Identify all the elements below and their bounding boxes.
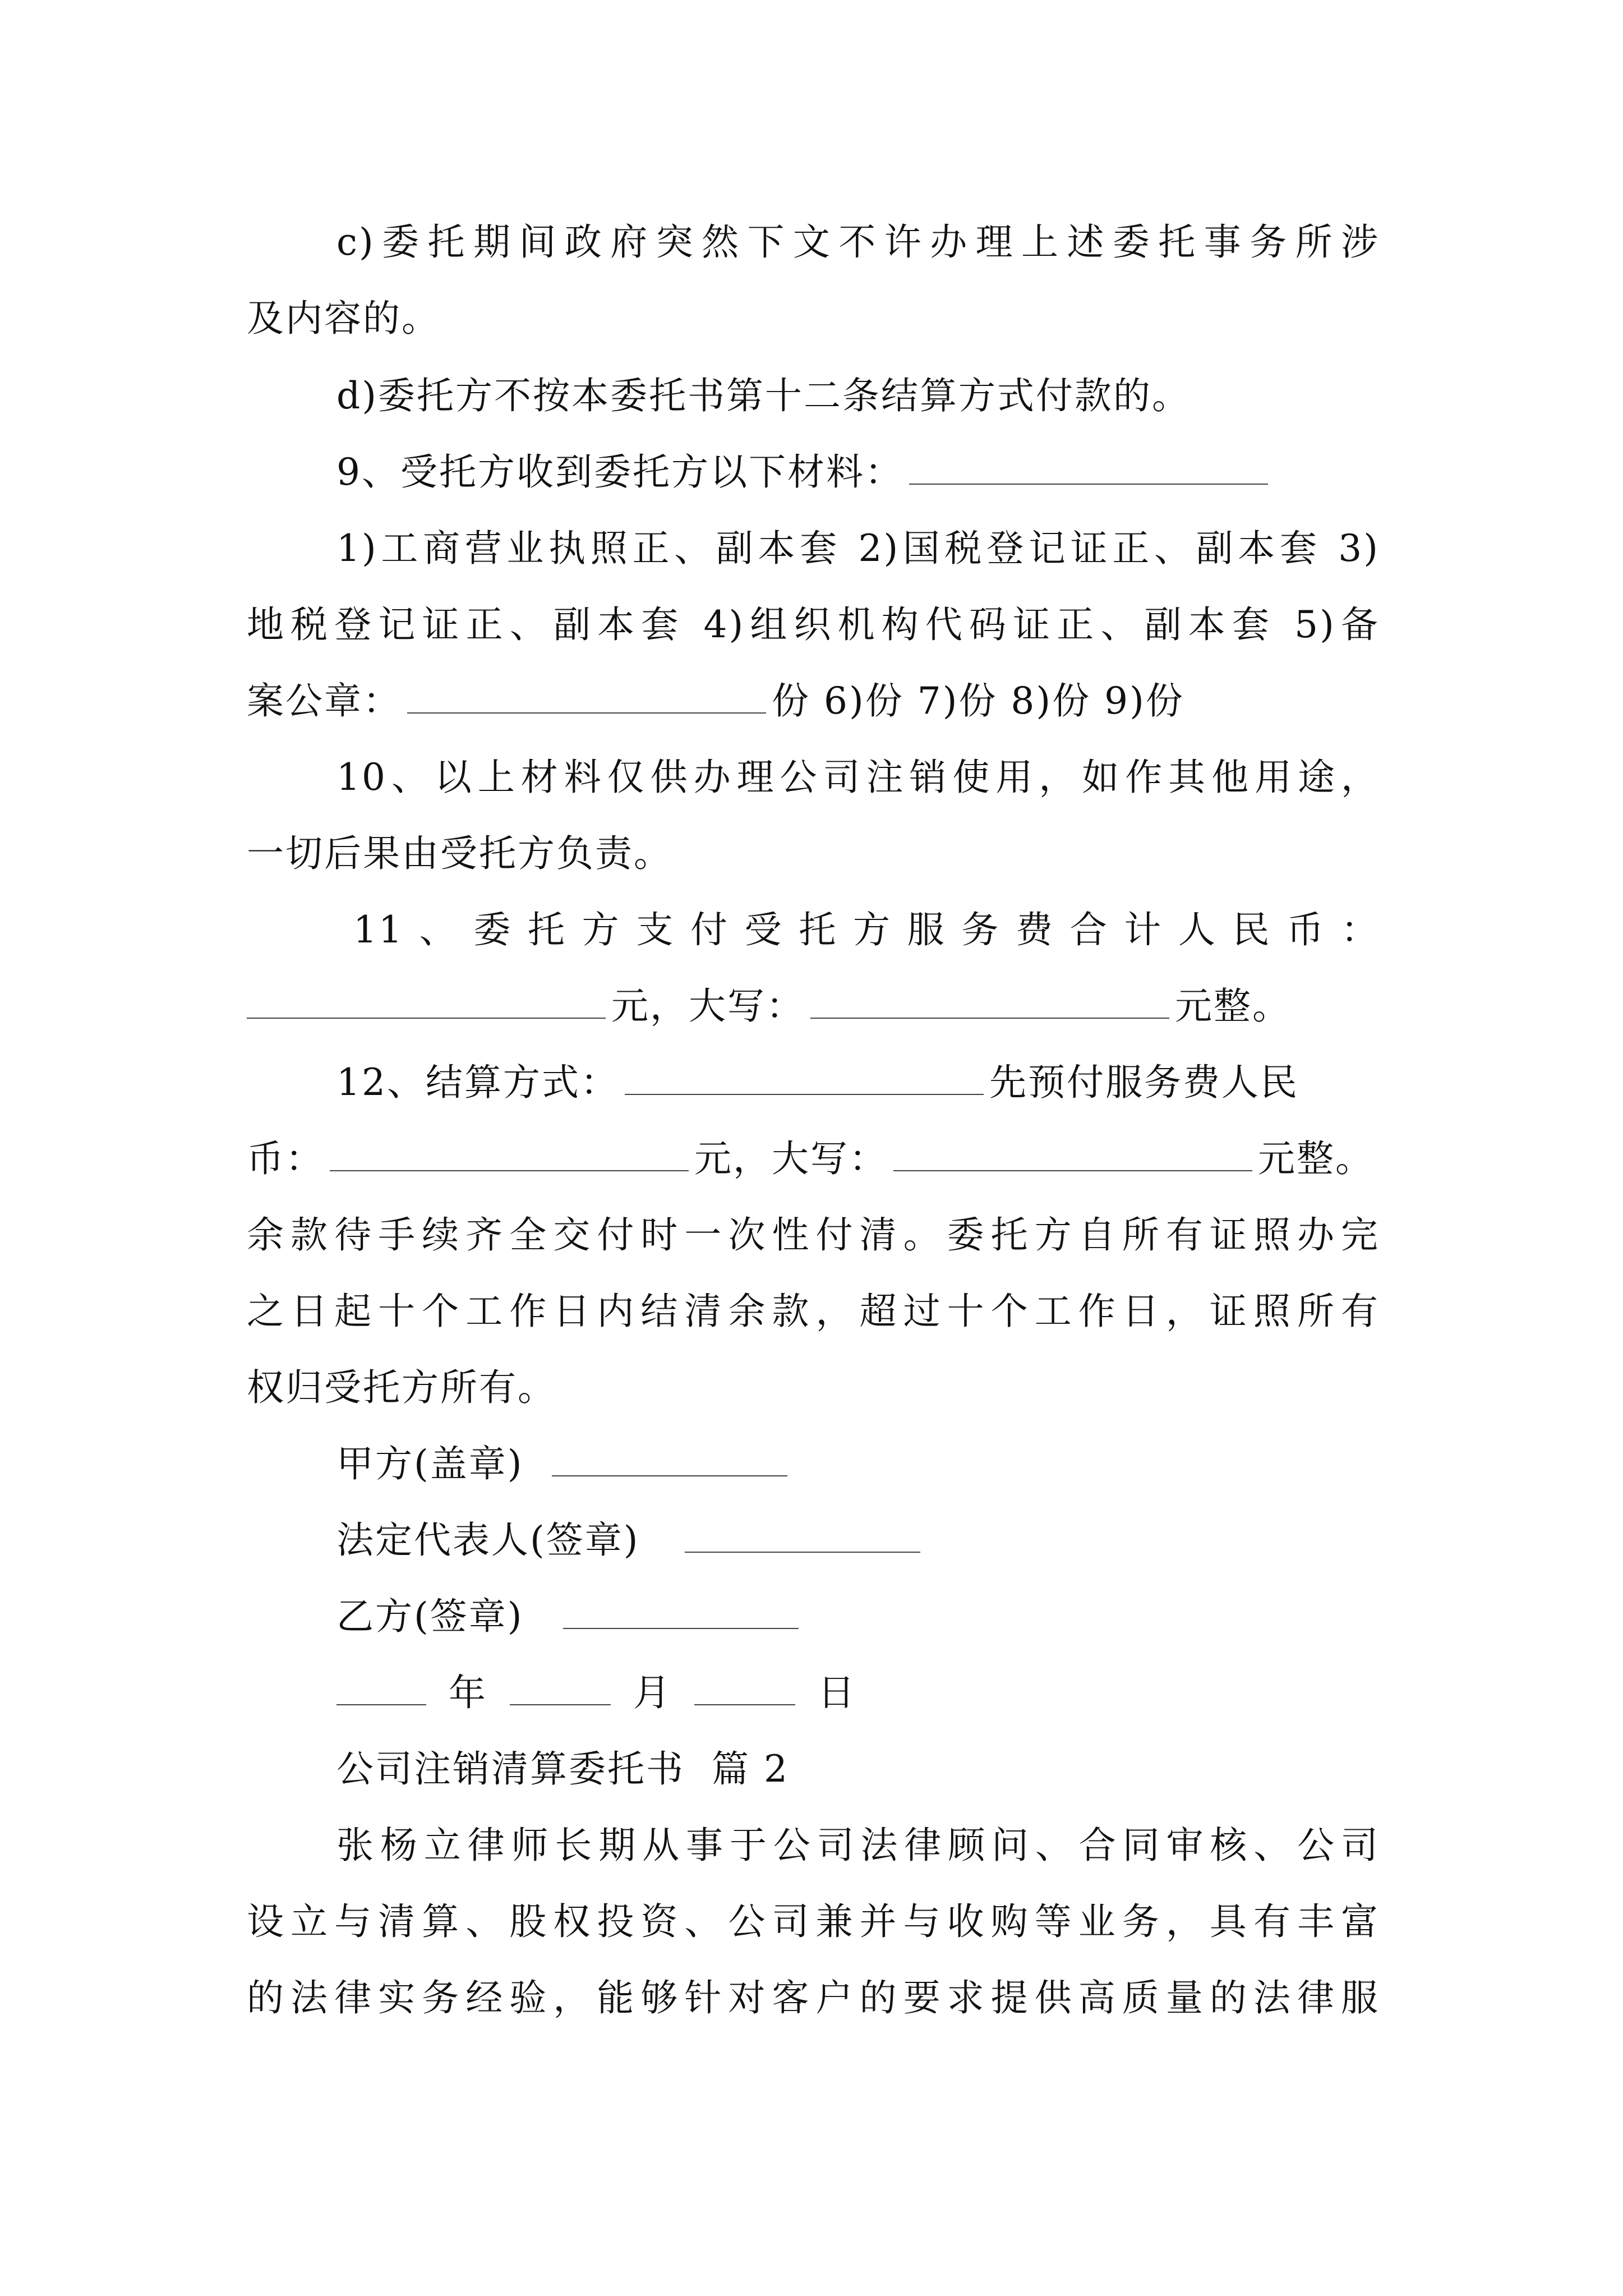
month-blank[interactable] [510, 1672, 611, 1705]
paragraph-line [336, 450, 1274, 495]
fill-blank[interactable] [893, 1138, 1252, 1171]
party-b-label: 乙方(签章) [336, 1595, 524, 1638]
paragraph-line: 设立与清算、股权投资、公司兼并与收购等业务，具有丰富 [247, 1900, 1380, 1943]
currency-label: 币： [247, 1137, 324, 1180]
paragraph-line: 及内容的。 [247, 297, 440, 340]
signature-line [336, 1594, 804, 1639]
date-line [336, 1671, 873, 1715]
copies-text: 份 6)份 7)份 8)份 9)份 [772, 679, 1184, 723]
paragraph-line: 余款待手续齐全交付时一次性付清。委托方自所有证照办完 [247, 1213, 1380, 1257]
clause-12-text: 12、结算方式： [336, 1061, 619, 1104]
legal-rep-label: 法定代表人(签章) [336, 1519, 640, 1562]
paragraph-line: 11、委托方支付受托方服务费合计人民币： [353, 908, 1380, 951]
fill-blank[interactable] [810, 985, 1169, 1019]
party-a-signature-blank[interactable] [552, 1443, 787, 1476]
amount-text: 元，大写： [611, 984, 805, 1028]
year-label: 年 [449, 1671, 487, 1714]
paragraph-line: c)委托期间政府突然下文不许办理上述委托事务所涉 [336, 220, 1380, 264]
paragraph-line: 1)工商营业执照正、副本套 2)国税登记证正、副本套 3) [336, 527, 1380, 570]
fill-blank[interactable] [909, 451, 1268, 485]
day-label: 日 [818, 1671, 856, 1714]
signature-line [336, 1442, 793, 1487]
paragraph-line [247, 984, 1291, 1029]
clause-9-text: 9、受托方收到委托方以下材料： [336, 450, 903, 494]
fill-blank[interactable] [247, 985, 606, 1019]
party-a-label: 甲方(盖章) [336, 1442, 524, 1485]
amount-suffix: 元整。 [1175, 984, 1291, 1028]
seal-label: 案公章： [247, 679, 402, 723]
paragraph-line [336, 1060, 1299, 1105]
amount-text: 元，大写： [694, 1137, 888, 1180]
paragraph-line: d)委托方不按本委托书第十二条结算方式付款的。 [336, 374, 1191, 417]
day-blank[interactable] [694, 1672, 795, 1705]
party-b-signature-blank[interactable] [563, 1595, 799, 1629]
paragraph-line [247, 679, 1184, 724]
paragraph-line: 张杨立律师长期从事于公司法律顾问、合同审核、公司 [336, 1824, 1380, 1867]
month-label: 月 [633, 1671, 672, 1714]
signature-line [336, 1518, 926, 1563]
paragraph-line: 地税登记证正、副本套 4)组织机构代码证正、副本套 5)备 [247, 603, 1380, 646]
legal-rep-signature-blank[interactable] [685, 1519, 920, 1553]
paragraph-line: 的法律实务经验，能够针对客户的要求提供高质量的法律服 [247, 1976, 1380, 2019]
section-heading: 公司注销清算委托书 篇 2 [336, 1747, 789, 1791]
paragraph-line: 权归受托方所有。 [247, 1366, 556, 1409]
paragraph-line [247, 1137, 1374, 1181]
fill-blank[interactable] [330, 1138, 689, 1171]
prepay-text: 先预付服务费人民 [989, 1061, 1299, 1104]
fill-blank[interactable] [625, 1061, 984, 1095]
year-blank[interactable] [336, 1672, 426, 1705]
fill-blank[interactable] [407, 680, 766, 714]
paragraph-line: 之日起十个工作日内结清余款，超过十个工作日，证照所有 [247, 1290, 1380, 1333]
paragraph-line: 10、以上材料仅供办理公司注销使用，如作其他用途， [336, 756, 1380, 799]
amount-suffix: 元整。 [1258, 1137, 1374, 1180]
paragraph-line: 一切后果由受托方负责。 [247, 832, 672, 875]
